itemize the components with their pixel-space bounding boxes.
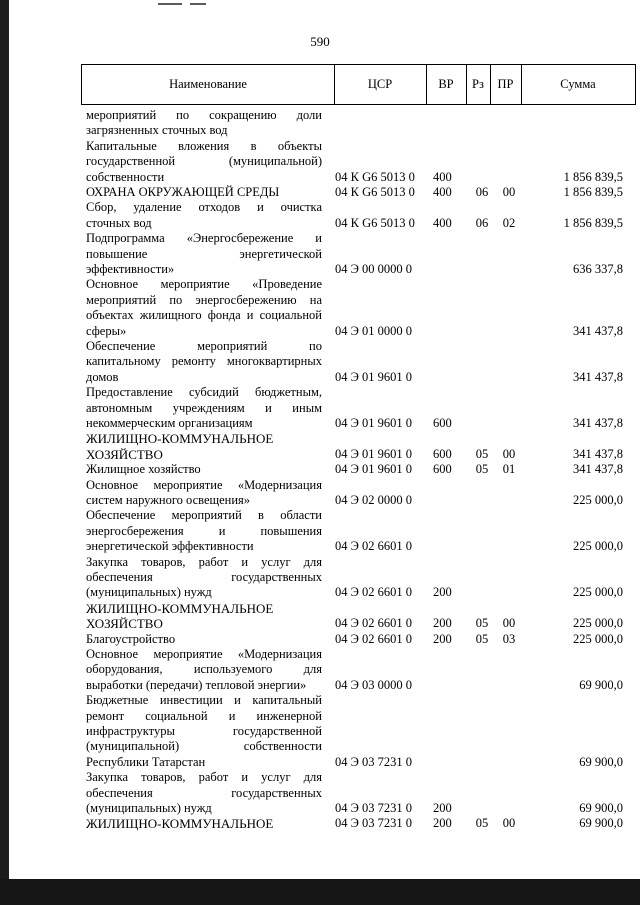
- row-values: [0, 539, 640, 554]
- row-name-line: обеспечения государственных: [86, 569, 322, 584]
- header-vr: ВР: [426, 65, 467, 104]
- row-name-line: ЖИЛИЩНО-КОММУНАЛЬНОЕ: [86, 816, 274, 832]
- scan-top-mark: [158, 3, 182, 5]
- row-name-line: ЖИЛИЩНО-КОММУНАЛЬНОЕ: [86, 600, 274, 616]
- scan-top-mark: [190, 3, 206, 5]
- row-name-line: Предоставление субсидий бюджетным,: [86, 385, 322, 400]
- row-name-line: выработки (передачи) тепловой энергии»: [86, 677, 307, 692]
- row-name-line: собственности: [86, 169, 165, 184]
- row-name-line: Благоустройство: [86, 631, 176, 646]
- row-pr: 00: [502, 816, 516, 831]
- row-name-line: ХОЗЯЙСТВО: [86, 616, 163, 632]
- row-values: [0, 462, 640, 477]
- row-name-line: ЖИЛИЩНО-КОММУНАЛЬНОЕ: [86, 431, 274, 447]
- row-name-line: эффективности»: [86, 261, 175, 276]
- row-sum: 225 000,0: [573, 631, 623, 646]
- row-name-line: инфраструктуры государственной: [86, 723, 322, 738]
- row-name-line: ремонт социальной и инженерной: [86, 708, 322, 723]
- row-rz: 05: [475, 816, 489, 831]
- row-values: [0, 324, 640, 339]
- row-name-line: сферы»: [86, 323, 127, 338]
- row-name-line: ХОЗЯЙСТВО: [86, 446, 163, 462]
- row-csr: 04 Э 00 0000 0: [335, 261, 413, 276]
- row-vr: 600: [433, 446, 452, 461]
- row-values: [0, 216, 640, 231]
- row-csr: 04 Э 01 9601 0: [335, 462, 413, 477]
- row-name-line: систем наружного освещения»: [86, 492, 251, 507]
- row-sum: 636 337,8: [573, 261, 623, 276]
- row-pr: 00: [502, 446, 516, 461]
- row-pr: 01: [502, 462, 516, 477]
- row-sum: 225 000,0: [573, 539, 623, 554]
- header-name: Наименование: [82, 65, 335, 104]
- row-sum: 341 437,8: [573, 446, 623, 461]
- row-pr: 00: [502, 185, 516, 199]
- row-rz: 05: [475, 631, 489, 646]
- row-name-line: Закупка товаров, работ и услуг для: [86, 554, 322, 569]
- row-csr: 04 Э 02 6601 0: [335, 616, 413, 631]
- row-name-line: Сбор, удаление отходов и очистка: [86, 200, 322, 215]
- row-sum: 1 856 839,5: [563, 215, 623, 230]
- row-name-line: энергосбережения и повышения: [86, 523, 322, 538]
- row-vr: 200: [433, 631, 452, 646]
- row-sum: 69 900,0: [579, 816, 623, 831]
- row-csr: 04 Э 02 6601 0: [335, 539, 413, 554]
- row-name-line: Подпрограмма «Энергосбережение и: [86, 231, 322, 246]
- row-name-line: Бюджетные инвестиции и капитальный: [86, 693, 322, 708]
- row-name-line: (муниципальной) собственности: [86, 739, 322, 754]
- row-csr: 04 Э 02 6601 0: [335, 631, 413, 646]
- row-csr: 04 Э 01 0000 0: [335, 323, 413, 338]
- row-values: [0, 585, 640, 600]
- row-name-line: домов: [86, 369, 119, 384]
- row-name-line: государственной (муниципальной): [86, 154, 322, 169]
- page-number: 590: [310, 34, 330, 49]
- row-sum: 225 000,0: [573, 585, 623, 600]
- row-name-line: Обеспечение мероприятий в области: [86, 508, 322, 523]
- row-name-line: (муниципальных) нужд: [86, 800, 212, 815]
- row-values: [0, 755, 640, 770]
- row-vr: 600: [433, 415, 452, 430]
- row-values: [0, 123, 640, 138]
- row-vr: 400: [433, 169, 452, 184]
- row-name-line: Закупка товаров, работ и услуг для: [86, 770, 322, 785]
- row-csr: 04 Э 03 0000 0: [335, 677, 413, 692]
- row-name-line: загрязненных сточных вод: [86, 123, 228, 138]
- row-csr: 04 К G6 5013 0: [335, 215, 415, 230]
- row-sum: 69 900,0: [579, 754, 623, 769]
- row-name-line: обеспечения государственных: [86, 785, 322, 800]
- row-name-line: мероприятий по сокращению доли: [86, 108, 322, 122]
- scan-bottom-border: [0, 879, 640, 905]
- row-csr: 04 Э 03 7231 0: [335, 816, 413, 831]
- table-header: [81, 64, 636, 105]
- header-csr: ЦСР: [334, 65, 427, 104]
- row-pr: 02: [502, 215, 516, 230]
- row-sum: 225 000,0: [573, 616, 623, 631]
- row-csr: 04 Э 01 9601 0: [335, 415, 413, 430]
- row-name-line: повышение энергетической: [86, 246, 322, 261]
- row-vr: 200: [433, 816, 452, 831]
- row-values: [0, 816, 640, 831]
- row-sum: 341 437,8: [573, 323, 623, 338]
- row-sum: 69 900,0: [579, 677, 623, 692]
- header-pr: ПР: [490, 65, 522, 104]
- header-sum: Сумма: [560, 77, 596, 91]
- row-rz: 05: [475, 446, 489, 461]
- row-sum: 1 856 839,5: [563, 185, 623, 199]
- row-values: [0, 370, 640, 385]
- row-csr: 04 Э 01 9601 0: [335, 369, 413, 384]
- row-name-line: сточных вод: [86, 215, 152, 230]
- row-vr: 400: [433, 215, 452, 230]
- row-csr: 04 К G6 5013 0: [335, 169, 415, 184]
- row-sum: 69 900,0: [579, 800, 623, 815]
- row-vr: 600: [433, 462, 452, 477]
- row-sum: 341 437,8: [573, 369, 623, 384]
- row-name-line: Обеспечение мероприятий по: [86, 339, 322, 353]
- row-sum: 1 856 839,5: [563, 169, 623, 184]
- row-values: [0, 262, 640, 277]
- row-rz: 05: [475, 616, 489, 631]
- row-name-line: Основное мероприятие «Модернизация: [86, 647, 322, 661]
- row-name-line: ОХРАНА ОКРУЖАЮЩЕЙ СРЕДЫ: [86, 185, 280, 199]
- row-name-line: капитальному ремонту многоквартирных: [86, 354, 322, 369]
- row-name-line: Основное мероприятие «Проведение: [86, 277, 322, 292]
- header-rz: Рз: [466, 65, 491, 104]
- row-values: [0, 678, 640, 693]
- row-rz: 06: [475, 215, 489, 230]
- row-name-line: объектах жилищного фонда и социальной: [86, 308, 322, 323]
- row-csr: 04 Э 03 7231 0: [335, 800, 413, 815]
- row-vr: 200: [433, 800, 452, 815]
- row-name-line: Основное мероприятие «Модернизация: [86, 477, 322, 492]
- row-values: [0, 447, 640, 462]
- row-pr: 03: [502, 631, 516, 646]
- row-rz: 05: [475, 462, 489, 477]
- row-values: [0, 416, 640, 431]
- row-vr: 200: [433, 616, 452, 631]
- row-vr: 400: [433, 185, 452, 199]
- row-csr: 04 Э 02 0000 0: [335, 492, 413, 507]
- row-name-line: энергетической эффективности: [86, 539, 254, 554]
- row-sum: 341 437,8: [573, 462, 623, 477]
- row-name-line: автономным учреждениям и иным: [86, 400, 322, 415]
- row-csr: 04 К G6 5013 0: [335, 185, 415, 199]
- row-sum: 225 000,0: [573, 492, 623, 507]
- row-csr: 04 Э 03 7231 0: [335, 754, 413, 769]
- row-pr: 00: [502, 616, 516, 631]
- row-name-line: Республики Татарстан: [86, 754, 206, 769]
- row-name-line: оборудования, используемого для: [86, 662, 322, 677]
- row-values: [0, 616, 640, 631]
- row-rz: 06: [475, 185, 489, 199]
- row-name-line: (муниципальных) нужд: [86, 585, 212, 600]
- row-sum: 341 437,8: [573, 415, 623, 430]
- row-name-line: мероприятий по энергосбережению на: [86, 292, 322, 307]
- row-values: [0, 185, 640, 200]
- row-values: [0, 170, 640, 185]
- row-csr: 04 Э 01 9601 0: [335, 446, 413, 461]
- row-values: [0, 632, 640, 647]
- row-name-line: некоммерческим организациям: [86, 415, 253, 430]
- row-name-line: Капитальные вложения в объекты: [86, 138, 322, 153]
- row-csr: 04 Э 02 6601 0: [335, 585, 413, 600]
- row-name-line: Жилищное хозяйство: [86, 462, 201, 477]
- row-vr: 200: [433, 585, 452, 600]
- row-values: [0, 801, 640, 816]
- row-values: [0, 493, 640, 508]
